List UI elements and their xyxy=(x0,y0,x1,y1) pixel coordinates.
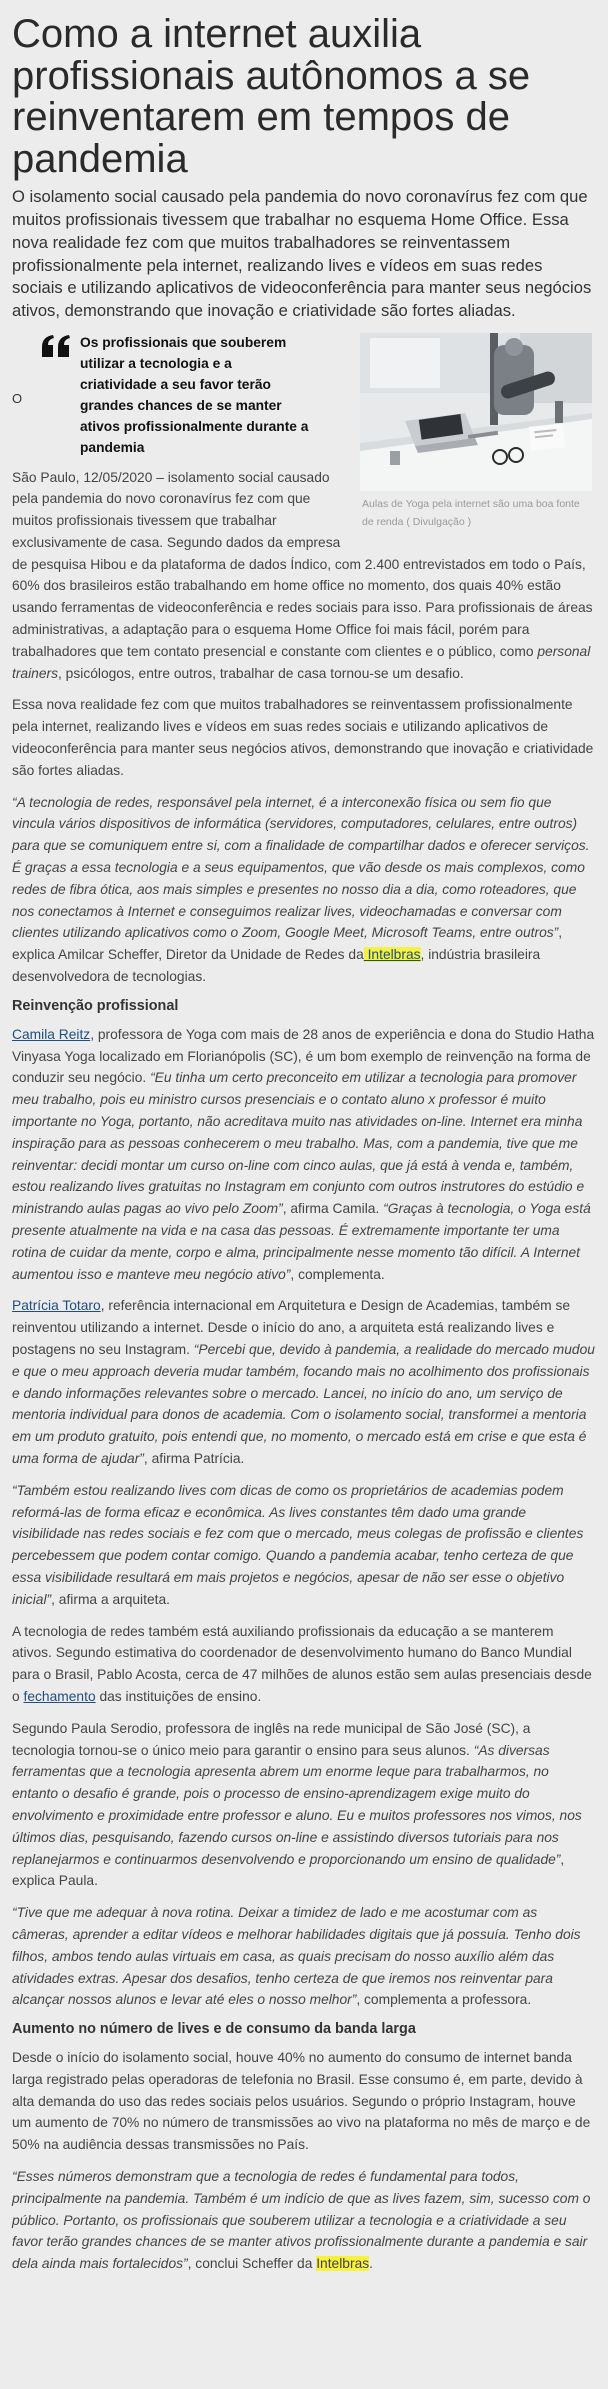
paula-quote: “As diversas ferramentas que a tecnologia apresenta abrem um enorme leque para trabalharmos, no entanto o desafio é grande, pois o processo de ensino-aprendizagem exige muito do envolvimento e proximidade entre professor e aluno. Eu e muitos professores nos vimos, nos últimos dias, pesquisando, fazendo cursos on-line e assistindo diversos tutoriais para nos replanejarmos e continuarmos desenvolvendo e proporcionando um ensino de qualidade” xyxy=(12,1742,582,1867)
paragraph-6-text: , afirma a arquiteta. xyxy=(51,1591,170,1607)
paragraph-1-text-b: , psicólogos, entre outros, trabalhar de casa tornou-se um desafio. xyxy=(58,665,464,681)
paragraph-9-text: , complementa a professora. xyxy=(356,1992,532,2008)
paragraph-9 xyxy=(12,1902,596,2011)
paragraph-4-text-b: , afirma Camila. xyxy=(282,1201,384,1217)
fechamento-link[interactable]: fechamento xyxy=(23,1688,96,1704)
camila-quote-a: “Eu tinha um certo preconceito em utilizar a tecnologia para promover meu trabalho, pois eu ministro cursos presenciais e o contato aluno x professor é muito importante no Yoga, portanto, não acreditava muito nas atividades on-line. Internet era minha inspiração para as pessoas conhecerem o meu trabalho. Mas, com a pandemia, tive que me reinventar: decidi montar um curso on-line com cinco aulas, que já está à venda e, também, estou realizando lives gratuitas no Instagram em conjunto com outros instrutores do estúdio e ministrando aulas pagas ao vivo pelo Zoom” xyxy=(12,1070,585,1217)
intelbras-link[interactable]: Intelbras xyxy=(363,947,421,963)
intro-section xyxy=(12,333,596,695)
paragraph-5-text-a: , referência internacional em Arquitetura e Design de Academias, também se reinventou utilizando a internet. Desde o início do ano, a arquiteta está realizando lives e postagens no seu Instagram. xyxy=(12,1298,571,1357)
paragraph-4 xyxy=(12,1024,596,1286)
heading-reinvencao: Reinvenção profissional xyxy=(12,997,179,1014)
yoga-class-photo xyxy=(360,333,592,491)
article-figure xyxy=(360,333,592,532)
article-title: Como a internet auxilia profissionais autônomos a se reinventarem em tempos de pandemia xyxy=(12,12,531,181)
figure-caption: Aulas de Yoga pela internet são uma boa fonte de renda ( Divulgação ) xyxy=(362,497,580,529)
paragraph-3-text-a: , explica Amilcar Scheffer, Diretor da Unidade de Redes da xyxy=(12,925,563,963)
pull-quote-block xyxy=(12,333,346,459)
pull-quote: Os profissionais que souberem utilizar a tecnologia e a criatividade a seu favor terão grandes chances de se manter ativos profissionalmente durante a pandemia xyxy=(80,334,309,455)
paragraph-3 xyxy=(12,792,596,988)
paragraph-8-text-a: Segundo Paula Serodio, professora de inglês na rede municipal de São José (SC), a tecnologia tornou-se o único meio para garantir o ensino para seus alunos. xyxy=(12,1720,531,1758)
camila-quote-b: “Graças à tecnologia, o Yoga está presente atualmente na vida e na casa das pessoas. É extremamente importante ter uma rotina de cuidar da mente, corpo e alma, principalmente nesse momento tão difícil. A Internet aumentou isso e manteve meu negócio ativo” xyxy=(12,1201,591,1282)
paragraph-7-text-a: A tecnologia de redes também está auxiliando profissionais da educação a se manterem ativos. Segundo estimativa do coordenador de desenvolvimento humano do Banco Mundial para o Brasil, Pablo Acosta, cerca de 47 milhões de alunos estão sem aulas presenciais desde o xyxy=(12,1623,592,1704)
paragraph-4-text-a: , professora de Yoga com mais de 28 anos de experiência e dona do Studio Hatha Vinyasa Yoga localizado em Florianópolis (SC), é um bom exemplo de reinvenção na forma de conduzir seu negócio. xyxy=(12,1026,595,1086)
paragraph-11 xyxy=(12,2166,596,2275)
paragraph-7-text-b: das instituições de ensino. xyxy=(95,1688,262,1704)
paragraph-5 xyxy=(12,1295,596,1469)
dateline: São Paulo, 12/05/2020 – xyxy=(12,469,168,485)
heading-aumento: Aumento no número de lives e de consumo da banda larga xyxy=(12,2021,416,2038)
patricia-quote-2: “Também estou realizando lives com dicas de como os proprietários de academias podem reformá-las de forma eficaz e econômica. As lives constantes têm dado uma grande visibilidade nas redes sociais e fez com que o mercado, meus colegas de profissão e clientes percebessem que podem contar comigo. Quando a pandemia acabar, tenho certeza de que essa visibilidade resultará em mais projetos e negócios, apesar de não ser esse o objetivo inicial” xyxy=(12,1482,584,1607)
intelbras-highlight: Intelbras xyxy=(316,2256,370,2272)
paragraph-10: Desde o início do isolamento social, houve 40% no aumento do consumo de internet banda larga registrado pelas operadoras de telefonia no Brasil. Esse consumo é, em parte, devido à alta demanda do uso das redes sociais pelos usuários. Segundo o próprio Instagram, houve um aumento de 70% no número de transmissões ao vivo na plataforma no mês de março e de 50% na audiência dessas transmissões no País. xyxy=(12,2050,591,2153)
patricia-quote: “Percebi que, devido à pandemia, a realidade do mercado mudou e que o meu approach deveria mudar também, focando mais no acolhimento dos profissionais e dando informações relevantes sobre o mercado. Lancei, no início do ano, um serviço de mentoria individual para donos de academia. Com o isolamento social, transformei a mentoria em um produto gratuito, pois entendi que, no momento, o mercado está em crise e que esta é uma forma de ajudar” xyxy=(12,1341,595,1466)
article-lead: O isolamento social causado pela pandemia do novo coronavírus fez com que muitos profissionais tivessem que trabalhar no esquema Home Office. Essa nova realidade fez com que muitos trabalhadores se reinventassem profissionalmente pela internet, realizando lives e vídeos em suas redes sociais e utilizando aplicativos de videoconferência para manter seus negócios ativos, demonstrando que inovação e criatividade são fortes aliadas. xyxy=(12,187,592,320)
paula-quote-2: “Tive que me adequar à nova rotina. Deixar a timidez de lado e me acostumar com as câmeras, aprender a editar vídeos e melhorar habilidades digitais que já possuía. Tenho dois filhos, ambos tendo aulas virtuais em casa, as quais precisam do nosso auxílio além das atividades extras. Apesar dos desafios, tenho certeza de que iremos nos reinventar para alcançar nossos alunos e levar até eles o nosso melhor” xyxy=(12,1905,581,2008)
paragraph-11-end: . xyxy=(369,2256,373,2272)
paragraph-8 xyxy=(12,1718,596,1892)
paragraph-1-text-a: isolamento social causado pela pandemia do novo coronavírus fez com que muitos profissionais tivessem que trabalhar exclusivamente de casa. Segundo dados da empresa de pesquisa Hibou e da plataforma de dados Índico, com 2.400 entrevistados em todo o País, 60% dos brasileiros estão trabalhando em home office no momento, dos quais 40% estão usando ferramentas de videoconferência e redes sociais para isso. Para profissionais de áreas administrativas, a adaptação para o esquema Home Office foi mais fácil, porém para trabalhadores que tem contato presencial e constante com clientes e o público, como xyxy=(12,469,593,659)
paragraph-6 xyxy=(12,1480,596,1611)
camila-reitz-link[interactable]: Camila Reitz xyxy=(12,1026,91,1042)
patricia-totaro-link[interactable]: Patrícia Totaro xyxy=(12,1298,101,1314)
paragraph-3-text-b: , indústria brasileira desenvolvedora de tecnologias. xyxy=(12,947,541,985)
paragraph-8-text-b: , explica Paula. xyxy=(12,1851,565,1889)
quote-mark-icon xyxy=(42,335,70,357)
paragraph-4-text-c: , complementa. xyxy=(290,1266,385,1282)
paragraph-11-text: , conclui Scheffer da xyxy=(187,2256,317,2272)
scheffer-closing-quote: “Esses números demonstram que a tecnologia de redes é fundamental para todos, principalmente na pandemia. Também é um indício de que as lives fazem, sim, sucesso com o público. Portanto, os profissionais que souberem utilizar a tecnologia e a criatividade a seu favor terão grandes chances de se manter ativos profissionalmente durante a pandemia e sair dela ainda mais fortalecidos” xyxy=(12,2169,591,2272)
scheffer-quote: “A tecnologia de redes, responsável pela internet, é a interconexão física ou sem fio que vincula vários dispositivos de informática (servidores, computadores, celulares, entre outros) para que se comuniquem entre si, com a finalidade de compartilhar dados e oferecer serviços. É graças a essa tecnologia e a seus equipamentos, que vão desde os mais complexos, como redes de fibra ótica, aos mais simples e presentes no nosso dia a dia, como roteadores, que nos conectamos à Internet e conseguimos realizar lives, videochamadas e conversar com clientes utilizando aplicativos como o Zoom, Google Meet, Microsoft Teams, entre outros” xyxy=(12,794,590,941)
drop-letter: O xyxy=(12,390,23,406)
paragraph-7 xyxy=(12,1621,596,1708)
paragraph-1-emphasis: personal trainers xyxy=(12,643,591,681)
paragraph-2: Essa nova realidade fez com que muitos trabalhadores se reinventassem profissionalmente pela internet, realizando lives e vídeos em suas redes sociais e utilizando aplicativos de videoconferência para manter seus negócios ativos, demonstrando que inovação e criatividade são fortes aliadas. xyxy=(12,697,594,778)
paragraph-5-text-b: , afirma Patrícia. xyxy=(143,1450,245,1466)
